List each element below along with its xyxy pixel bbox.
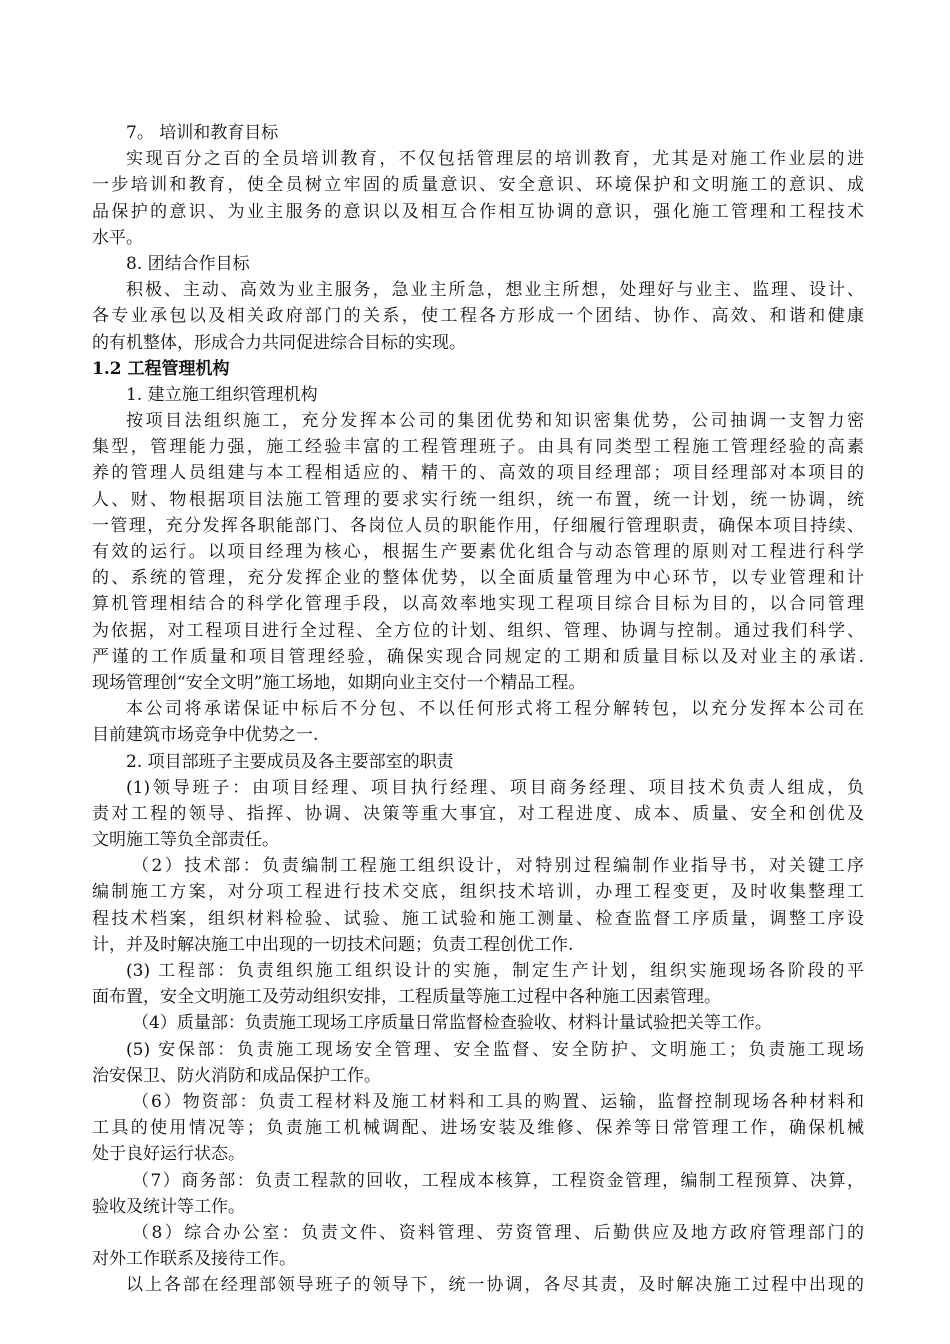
text-line: 1. 建立施工组织管理机构 xyxy=(126,384,318,405)
text-line: 处于良好运行状态。 xyxy=(92,1144,245,1165)
text-line: （2）技术部：负责编制工程施工组织设计，对特别过程编制作业指导书，对关键工序 xyxy=(132,856,864,877)
text-line: 的有机整体，形成合力共同促进综合目标的实现。 xyxy=(92,332,466,353)
text-line: 品保护的意识、为业主服务的意识以及相互合作相互协调的意识，强化施工管理和工程技术 xyxy=(92,201,864,222)
text-line: 有效的运行。以项目经理为核心，根据生产要素优化组合与动态管理的原则对工程进行科学 xyxy=(92,542,864,562)
text-line: 本公司将承诺保证中标后不分包、不以任何形式将工程分解转包，以充分发挥本公司在 xyxy=(126,699,864,720)
text-line: 按项目法组织施工，充分发挥本公司的集团优势和知识密集优势，公司抽调一支智力密 xyxy=(126,411,864,432)
text-line: 验收及统计等工作。 xyxy=(92,1196,245,1217)
section-heading: 1.2 工程管理机构 xyxy=(92,358,230,379)
text-line: 各专业承包以及相关政府部门的关系，使工程各方形成一个团结、协作、高效、和谐和健康 xyxy=(92,306,864,327)
text-line: 8. 团结合作目标 xyxy=(126,253,250,274)
text-line: （4）质量部：负责施工现场工序质量日常监督检查验收、材料计量试验把关等工作。 xyxy=(132,1013,772,1034)
text-line: 实现百分之百的全员培训教育，不仅包括管理层的培训教育，尤其是对施工作业层的进 xyxy=(126,149,864,170)
text-line: 积极、主动、高效为业主服务，急业主所急，想业主所想，处理好与业主、监理、设计、 xyxy=(126,280,864,301)
text-line: 一步培训和教育，使全员树立牢固的质量意识、安全意识、环境保护和文明施工的意识、成 xyxy=(92,175,864,196)
text-line: 一管理，充分发挥各职能部门、各岗位人员的职能作用，仔细履行管理职责，确保本项目持续、 xyxy=(92,515,864,536)
text-line: 严谨的工作质量和项目管理经验，确保实现合同规定的工期和质量目标以及对业主的承诺. xyxy=(92,646,864,667)
text-line: 文明施工等负全部责任。 xyxy=(92,830,279,851)
text-line: (1)领导班子：由项目经理、项目执行经理、项目商务经理、项目技术负责人组成，负 xyxy=(126,777,864,798)
text-line: 2. 项目部班子主要成员及各主要部室的职责 xyxy=(126,751,454,772)
text-line: 计，并及时解决施工中出现的一切技术问题；负责工程创优工作. xyxy=(92,934,574,955)
text-line: 对外工作联系及接待工作。 xyxy=(92,1249,296,1270)
text-line: 算机管理相结合的科学化管理手段，以高效率地实现工程项目综合目标为目的，以合同管理 xyxy=(92,594,864,615)
text-line: 为依据，对工程项目进行全过程、全方位的计划、组织、管理、协调与控制。通过我们科学、 xyxy=(92,620,864,641)
text-line: 以上各部在经理部领导班子的领导下，统一协调，各尽其责，及时解决施工过程中出现的 xyxy=(126,1275,864,1296)
text-line: 7。 培训和教育目标 xyxy=(126,123,279,143)
text-line: 程技术档案，组织材料检验、试验、施工试验和施工测量、检查监督工序质量，调整工序设 xyxy=(92,908,864,929)
text-line: 现场管理创“安全文明”施工场地，如期向业主交付一个精品工程。 xyxy=(92,672,586,693)
text-line: （8）综合办公室：负责文件、资料管理、劳资管理、后勤供应及地方政府管理部门的 xyxy=(132,1222,864,1243)
text-line: 编制施工方案，对分项工程进行技术交底，组织技术培训，办理工程变更，及时收集整理工 xyxy=(92,882,864,903)
text-line: 的、系统的管理，充分发挥企业的整体优势，以全面质量管理为中心环节，以专业管理和计 xyxy=(92,568,864,589)
text-line: 养的管理人员组建与本工程相适应的、精干的、高效的项目经理部；项目经理部对本项目的 xyxy=(92,463,864,484)
text-line: （6）物资部：负责工程材料及施工材料和工具的购置、运输，监督控制现场各种材料和 xyxy=(132,1091,864,1112)
text-line: 责对工程的领导、指挥、协调、决策等重大事宜，对工程进度、成本、质量、安全和创优及 xyxy=(92,803,864,824)
text-line: (3) 工程部：负责组织施工组织设计的实施，制定生产计划，组织实施现场各阶段的平 xyxy=(126,961,864,981)
text-line: (5) 安保部：负责施工现场安全管理、安全监督、安全防护、文明施工；负责施工现场 xyxy=(126,1039,864,1060)
text-line: 人、财、物根据项目法施工管理的要求实行统一组织，统一布置，统一计划，统一协调，统 xyxy=(92,489,864,510)
text-line: （7）商务部：负责工程款的回收，工程成本核算，工程资金管理，编制工程预算、决算， xyxy=(132,1170,864,1191)
text-line: 目前建筑市场竞争中优势之一. xyxy=(92,725,319,746)
text-line: 工具的使用情况等；负责施工机械调配、进场安装及维修、保养等日常管理工作，确保机械 xyxy=(92,1118,864,1139)
text-line: 集型，管理能力强，施工经验丰富的工程管理班子。由具有同类型工程施工管理经验的高素 xyxy=(92,437,864,458)
document-page xyxy=(92,120,864,1298)
text-line: 水平。 xyxy=(92,227,143,248)
text-line: 面布置，安全文明施工及劳动组织安排，工程质量等施工过程中各种施工因素管理。 xyxy=(92,987,721,1008)
text-line: 治安保卫、防火消防和成品保护工作。 xyxy=(92,1065,381,1086)
